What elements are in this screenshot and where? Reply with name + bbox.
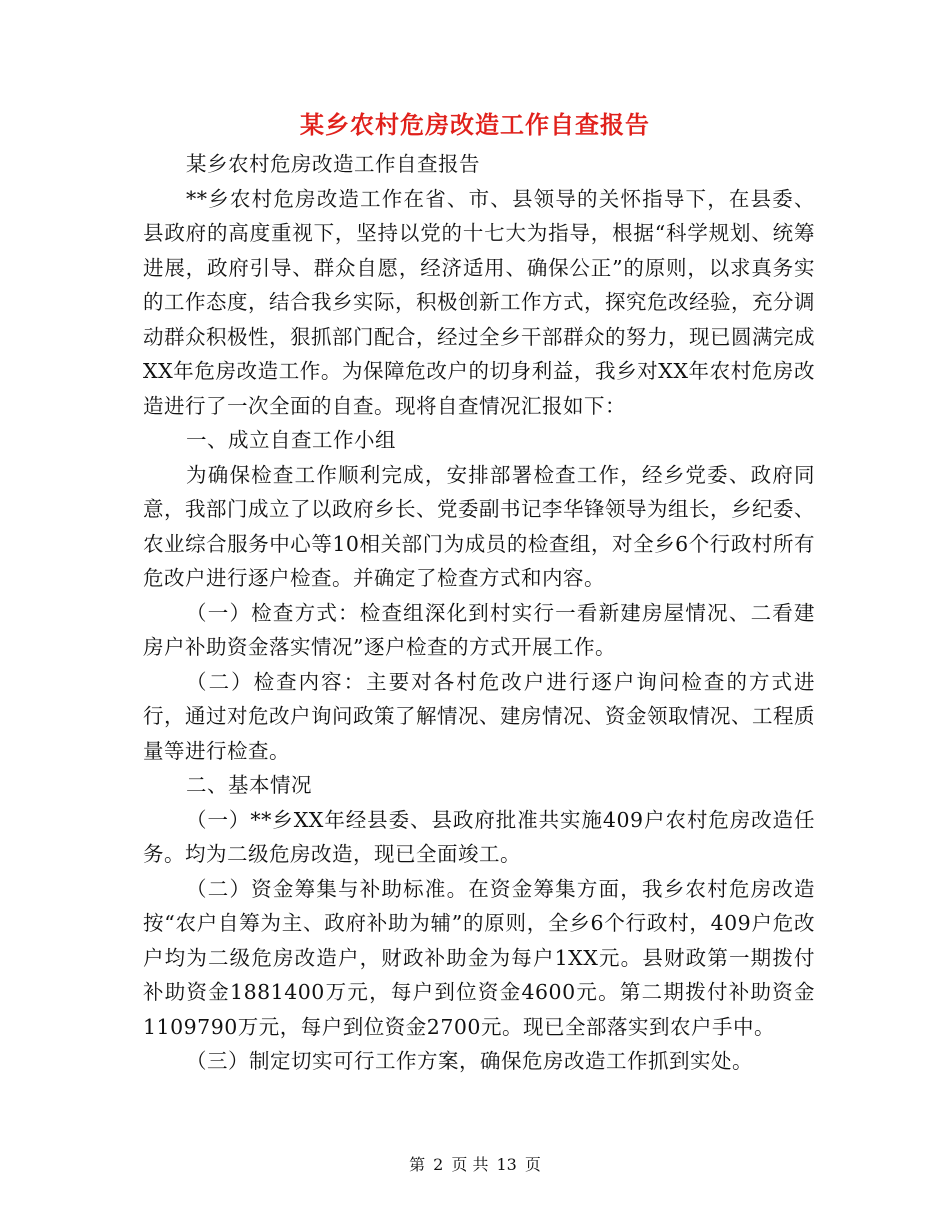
section-heading-2: 二、基本情况 (186, 773, 313, 797)
page-suffix: 页 (524, 1155, 541, 1174)
page-total: 13 (496, 1155, 517, 1174)
basic-info-paragraph-1: （一）**乡XX年经县委、县政府批准共实施409户农村危房改造任务。均为二级危房改造，现已全面竣工。 (143, 807, 815, 866)
page-footer (0, 1153, 950, 1177)
page-mid: 页 共 (451, 1155, 489, 1174)
section-1-paragraph: 为确保检查工作顺利完成，安排部署检查工作，经乡党委、政府同意，我部门成立了以政府乡长、党委副书记李华锋领导为组长，乡纪委、农业综合服务中心等10相关部门为成员的检查组，对全乡6个行政村所有危改户进行逐户检查。并确定了检查方式和内容。 (143, 462, 815, 590)
work-plan-paragraph: （三）制定切实可行工作方案，确保危房改造工作抓到实处。 (186, 1049, 754, 1073)
document-title: 某乡农村危房改造工作自查报告 (300, 110, 650, 139)
body-subtitle: 某乡农村危房改造工作自查报告 (186, 152, 481, 176)
section-heading-1: 一、成立自查工作小组 (186, 428, 397, 452)
page-number: 2 (433, 1155, 444, 1174)
inspection-content-paragraph: （二）检查内容：主要对各村危改户进行逐户询问检查的方式进行，通过对危改户询问政策了解情况、建房情况、资金领取情况、工程质量等进行检查。 (143, 669, 815, 763)
inspection-method-paragraph: （一）检查方式：检查组深化到村实行一看新建房屋情况、二看建房户补助资金落实情况”逐户检查的方式开展工作。 (143, 600, 815, 659)
page-prefix: 第 (409, 1155, 426, 1174)
funding-paragraph: （二）资金筹集与补助标准。在资金筹集方面，我乡农村危房改造按“农户自筹为主、政府补助为辅”的原则，全乡6个行政村，409户危改户均为二级危房改造户，财政补助金为每户1XX元。县财政第一期拨付补助资金1881400万元，每户到位资金4600元。第二期拨付补助资金1109790万元，每户到位资金2700元。现已全部落实到农户手中。 (143, 876, 815, 1039)
intro-paragraph: **乡农村危房改造工作在省、市、县领导的关怀指导下，在县委、县政府的高度重视下，坚持以党的十七大为指导，根据“科学规划、统筹进展，政府引导、群众自愿，经济适用、确保公正”的原则，以求真务实的工作态度，结合我乡实际，积极创新工作方式，探究危改经验，充分调动群众积极性，狠抓部门配合，经过全乡干部群众的努力，现已圆满完成XX年危房改造工作。为保障危改户的切身利益，我乡对XX年农村危房改造进行了一次全面的自查。现将自查情况汇报如下： (143, 186, 815, 418)
document-body (143, 147, 815, 1079)
